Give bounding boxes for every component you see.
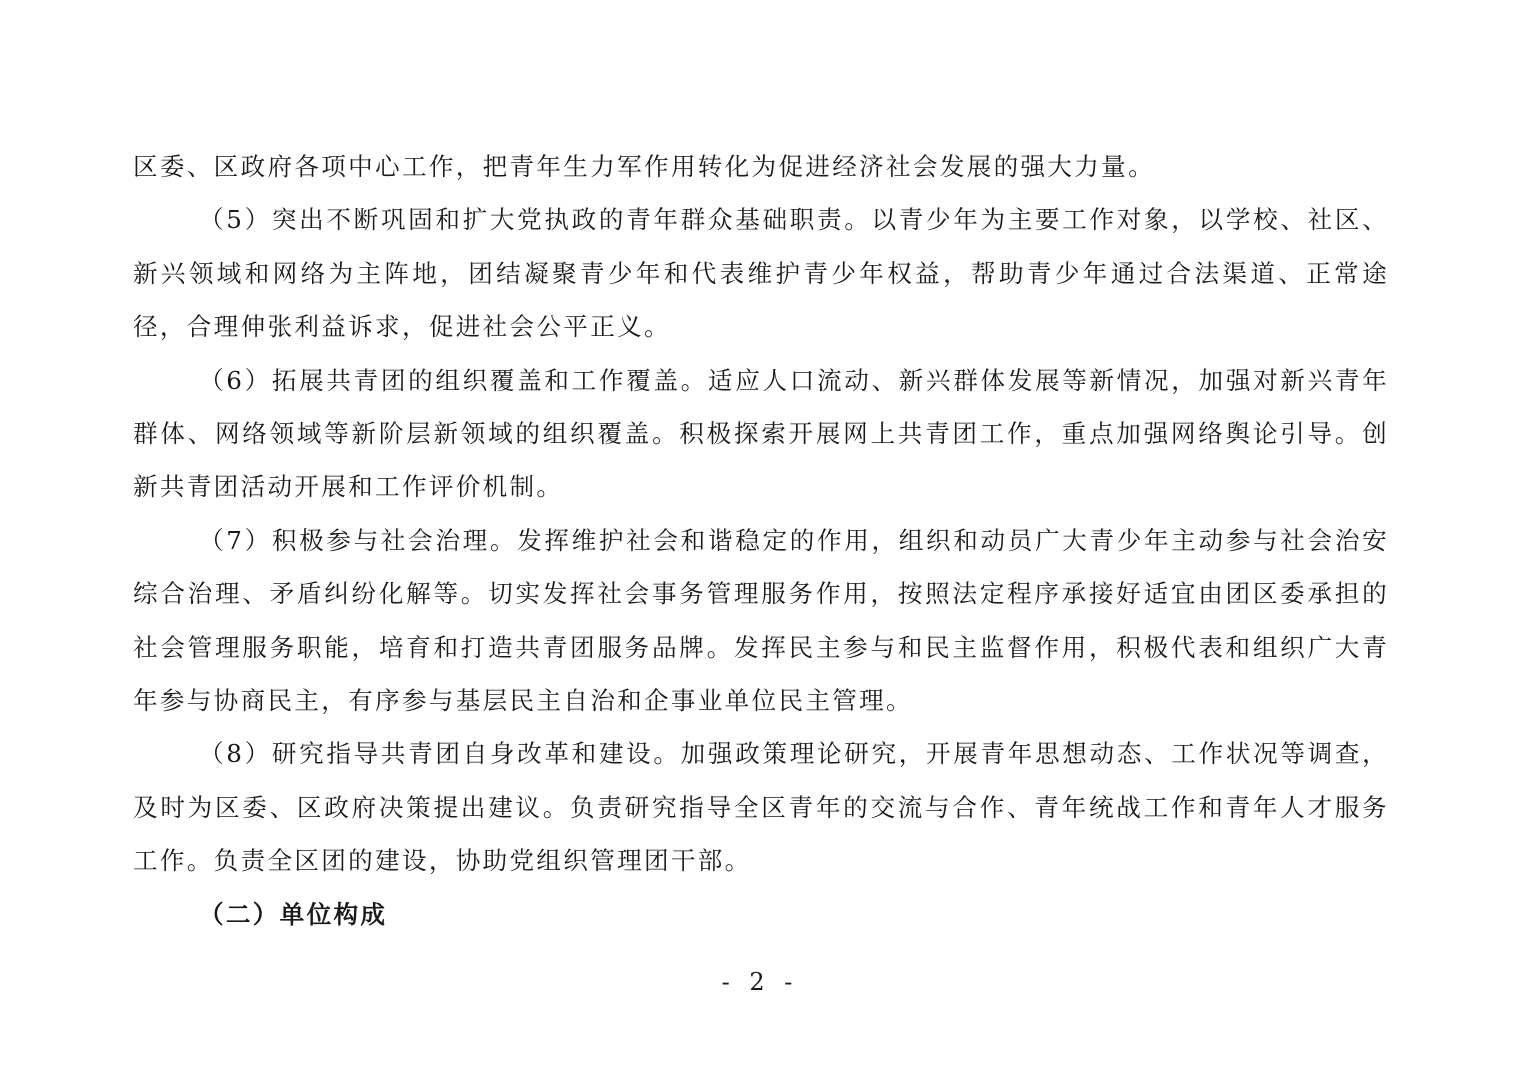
paragraph-continued: 区委、区政府各项中心工作，把青年生力军作用转化为促进经济社会发展的强大力量。 [133,152,1155,181]
paragraph-item-5: （5）突出不断巩固和扩大党执政的青年群众基础职责。以青少年为主要工作对象，以学校、社区、新兴领域和网络为主阵地，团结凝聚青少年和代表维护青少年权益，帮助青少年通过合法渠道、正常途径，合理伸张利益诉求，促进社会公平正义。 [133,205,1389,342]
page-number: - 2 - [721,968,799,996]
section-heading: （二）单位构成 [199,899,388,929]
paragraph-item-7: （7）积极参与社会治理。发挥维护社会和谐稳定的作用，组织和动员广大青少年主动参与社会治安综合治理、矛盾纠纷化解等。切实发挥社会事务管理服务作用，按照法定程序承接好适宜由团区委承担的社会管理服务职能，培育和打造共青团服务品牌。发挥民主参与和民主监督作用，积极代表和组织广大青年参与协商民主，有序参与基层民主自治和企事业单位民主管理。 [133,525,1389,716]
paragraph-item-8: （8）研究指导共青团自身改革和建设。加强政策理论研究，开展青年思想动态、工作状况等调查，及时为区委、区政府决策提出建议。负责研究指导全区青年的交流与合作、青年统战工作和青年人才服务工作。负责全区团的建设，协助党组织管理团干部。 [133,739,1389,876]
document-body [133,140,1389,941]
paragraph-item-6: （6）拓展共青团的组织覆盖和工作覆盖。适应人口流动、新兴群体发展等新情况，加强对新兴青年群体、网络领域等新阶层新领域的组织覆盖。积极探索开展网上共青团工作，重点加强网络舆论引导。创新共青团活动开展和工作评价机制。 [133,365,1389,502]
